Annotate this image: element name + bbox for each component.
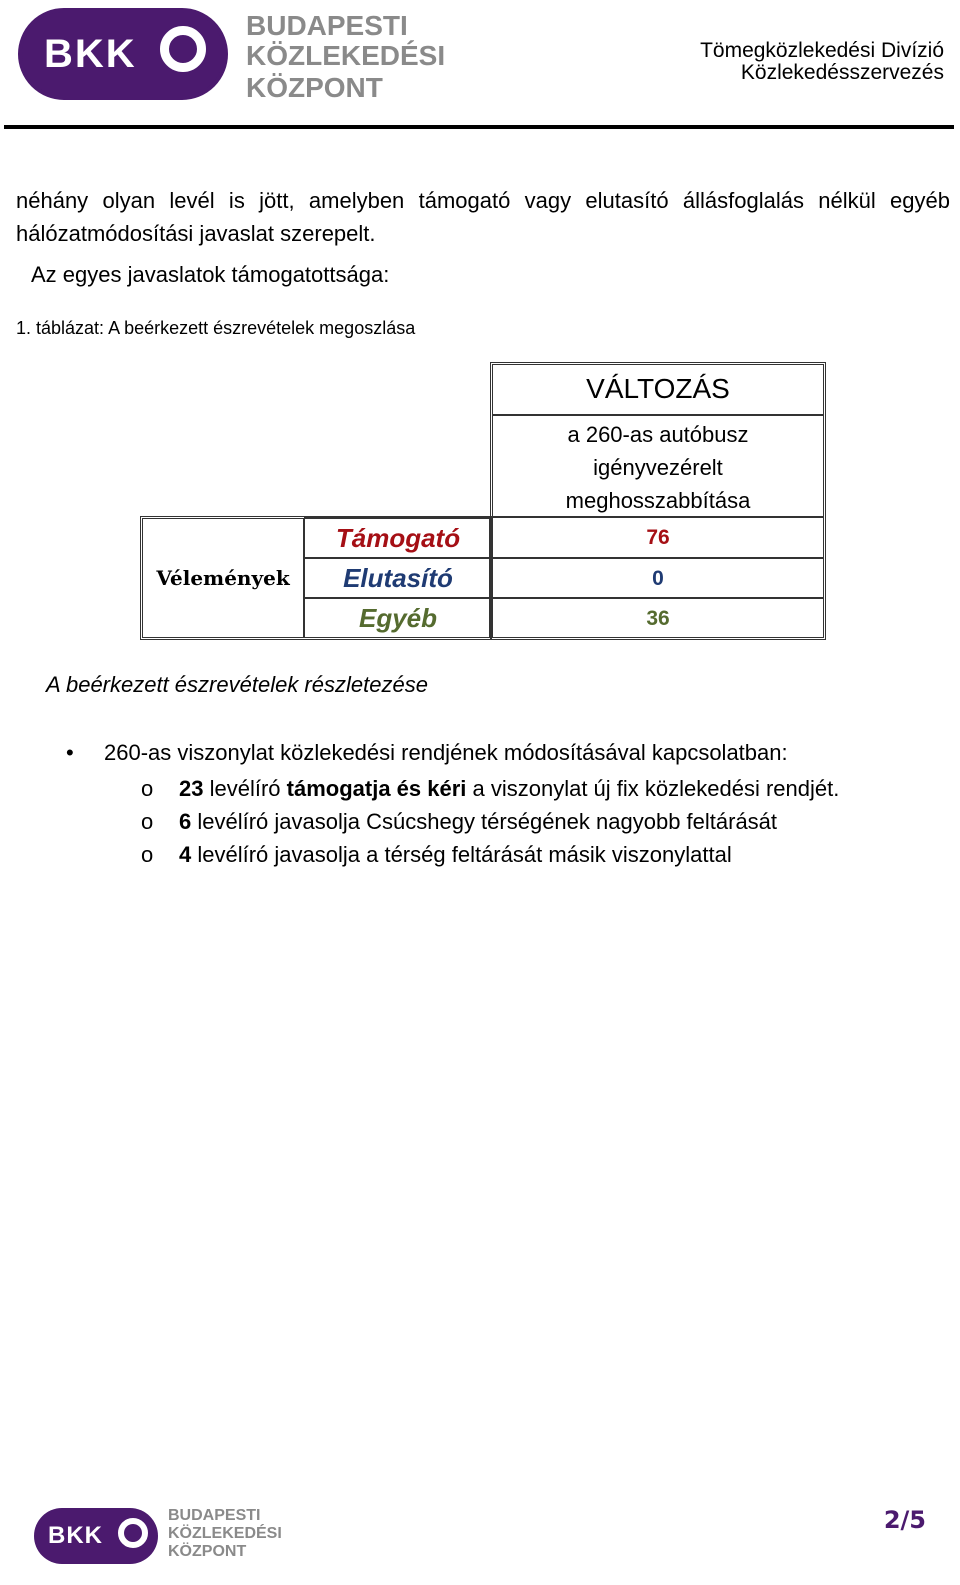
logo-text-line-2: KÖZLEKEDÉSI (168, 1525, 282, 1542)
row-value-other: 36 (646, 606, 670, 630)
table-rule (492, 414, 824, 416)
row-value-reject: 0 (652, 566, 664, 590)
department-name: Közlekedésszervezés (740, 61, 944, 84)
column-subtitle-line: a 260-as autóbusz (567, 421, 749, 447)
row-label-other: Egyéb (358, 603, 438, 633)
page-number: 2/5 (883, 1506, 926, 1534)
sub-bullet-icon: o (141, 776, 154, 801)
list-item (141, 805, 839, 838)
column-subtitle-line: igényvezérelt (593, 454, 723, 480)
bkk-logo-badge (18, 8, 228, 100)
division-name: Tömegközlekedési Divízió (700, 39, 944, 62)
item-count: 23 (179, 776, 204, 801)
item-text-tail: a viszonylat új fix közlekedési rendjét. (466, 776, 840, 801)
bkk-logo-abbr: BKK (48, 1522, 103, 1549)
details-sub-list (141, 772, 839, 871)
bkk-logo-ring-icon (118, 1518, 148, 1548)
details-bullet (66, 740, 788, 766)
header-divider (4, 125, 954, 129)
item-count: 4 (179, 842, 192, 867)
bullet-icon: • (66, 740, 74, 765)
logo-text-line-2: KÖZLEKEDÉSI (246, 40, 446, 71)
logo-text-line-1: BUDAPESTI (168, 1507, 261, 1524)
row-value-support: 76 (646, 526, 670, 549)
logo-text-line-3: KÖZPONT (246, 72, 383, 103)
bkk-logo-badge (34, 1508, 158, 1564)
support-heading: Az egyes javaslatok támogatottsága: (31, 262, 390, 287)
item-text: levélíró javasolja Csúcshegy térségének nagyobb feltárását (191, 809, 778, 834)
group-label: Vélemények (156, 566, 290, 590)
bullet-text: 260-as viszonylat közlekedési rendjének módosításával kapcsolatban: (104, 740, 788, 765)
logo-text-line-1: BUDAPESTI (246, 10, 408, 41)
item-bold-text: támogatja és kéri (286, 776, 467, 801)
item-text: levélíró javasolja a térség feltárását másik viszonylattal (191, 842, 732, 867)
intro-paragraph: néhány olyan levél is jött, amelyben támogató vagy elutasító állásfoglalás nélkül egyéb hálózatmódosítási javaslat szerepelt. (16, 188, 950, 246)
bkk-logo-abbr: BKK (44, 31, 137, 76)
logo-text-line-3: KÖZPONT (168, 1543, 247, 1560)
table-caption: 1. táblázat: A beérkezett észrevételek megoszlása (16, 318, 416, 338)
column-subtitle (492, 418, 824, 516)
sub-bullet-icon: o (141, 809, 154, 834)
sub-bullet-icon: o (141, 842, 154, 867)
details-title: A beérkezett észrevételek részletezése (46, 672, 428, 697)
row-label-reject: Elutasító (343, 563, 453, 593)
row-label-support: Támogató (335, 522, 461, 553)
header-division-info (700, 40, 944, 84)
list-item (141, 772, 839, 805)
column-title: VÁLTOZÁS (586, 373, 730, 404)
item-text: levélíró (203, 776, 287, 801)
bkk-logo-ring-icon (160, 26, 206, 72)
column-subtitle-line: meghosszabbítása (565, 487, 751, 513)
item-count: 6 (179, 809, 192, 834)
list-item (141, 838, 839, 871)
